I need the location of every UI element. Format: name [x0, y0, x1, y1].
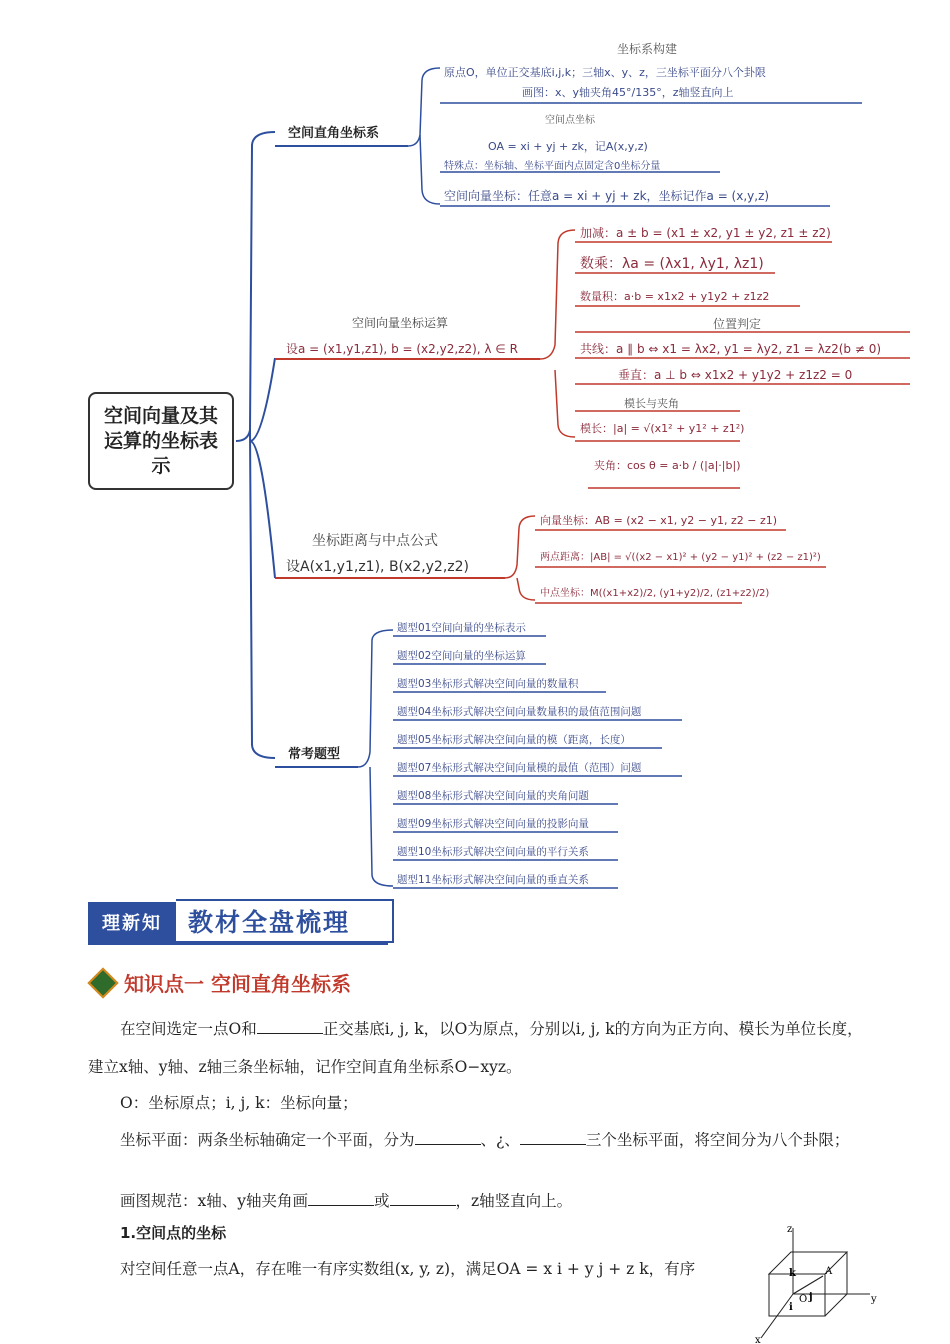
coordinate-cube-figure — [755, 1222, 885, 1344]
question-type-item: 题型11坐标形式解决空间向量的垂直关系 — [397, 874, 589, 886]
position-heading: 位置判定 — [713, 317, 762, 331]
question-type-item: 题型10坐标形式解决空间向量的平行关系 — [397, 846, 589, 858]
para1-end: 正交基底i, j, k，以O为原点，分别以i, j, k的方向为正方向、模长为单位长度，建立x轴、y轴、z轴三条坐标轴，记作空间直角坐标系O−xyz。 — [88, 1020, 863, 1076]
knowledge-point-heading — [88, 968, 351, 997]
para1-start: 在空间选定一点O和 — [120, 1020, 257, 1038]
para3-start: 坐标平面：两条坐标轴确定一个平面，分为 — [120, 1131, 415, 1149]
two-point-distance: 两点距离：|AB| = √((x2 − x1)² + (y2 − y1)² + (z2 − z1)²) — [540, 552, 821, 563]
branch-coordinate-system: 空间直角坐标系 — [288, 126, 380, 141]
paragraph-definition — [88, 1010, 868, 1086]
fill-blank[interactable] — [390, 1191, 456, 1206]
question-type-item: 题型04坐标形式解决空间向量数量积的最值范围问题 — [397, 706, 642, 718]
vector-ops-setup: 设a = (x1,y1,z1), b = (x2,y2,z2), λ ∈ R — [286, 342, 518, 356]
axis-x-label: x — [755, 1335, 761, 1344]
diamond-icon — [87, 967, 118, 998]
fill-blank[interactable] — [257, 1019, 323, 1034]
question-type-item: 题型03坐标形式解决空间向量的数量积 — [397, 678, 579, 690]
fill-blank[interactable] — [415, 1130, 481, 1145]
point-a-label: A — [825, 1266, 833, 1277]
op-dot: 数量积：a·b = x1x2 + y1y2 + z1z2 — [580, 290, 770, 303]
banner-label: 理新知 — [88, 902, 176, 942]
midpoint-coord: 中点坐标：M((x1+x2)/2, (y1+y2)/2, (z1+z2)/2) — [540, 588, 770, 599]
branch-vector-ops: 空间向量坐标运算 — [352, 316, 449, 330]
special-point-note: 特殊点：坐标轴、坐标平面内点固定含0坐标分量 — [444, 161, 661, 172]
vector-k-label: k — [789, 1268, 796, 1279]
banner-underline — [88, 942, 388, 945]
question-type-item: 题型09坐标形式解决空间向量的投影向量 — [397, 818, 589, 830]
origin-label: O — [799, 1294, 808, 1305]
branch-question-types: 常考题型 — [288, 747, 341, 762]
question-type-item: 题型02空间向量的坐标运算 — [397, 650, 526, 662]
vector-ab-coord: 向量坐标：AB = (x2 − x1, y2 − y1, z2 − z1) — [540, 514, 778, 527]
paragraph-origin: O：坐标原点；i, j, k：坐标向量； — [120, 1094, 358, 1112]
fill-blank[interactable] — [308, 1191, 374, 1206]
op-angle: 夹角：cos θ = a·b / (|a|·|b|) — [594, 459, 741, 472]
op-scalar: 数乘：λa = (λx1, λy1, λz1) — [580, 256, 764, 272]
axis-y-label: y — [871, 1294, 877, 1305]
paragraph-drawing-rule — [88, 1182, 868, 1220]
point-coord-heading: 空间点坐标 — [545, 115, 595, 126]
question-type-item: 题型01空间向量的坐标表示 — [397, 622, 526, 634]
op-length: 模长：|a| = √(x1² + y1² + z1²) — [580, 422, 745, 435]
op-perpendicular: 垂直：a ⊥ b ⇔ x1x2 + y1y2 + z1z2 = 0 — [618, 368, 853, 382]
banner-title: 教材全盘梳理 — [176, 899, 394, 943]
branch-distance-midpoint: 坐标距离与中点公式 — [312, 533, 438, 549]
point-coord-formula: OA = xi + yj + zk，记A(x,y,z) — [488, 140, 648, 153]
length-angle-heading: 模长与夹角 — [624, 397, 679, 410]
axis-z-label: z — [787, 1224, 793, 1235]
para3-mid: 、¿、 — [480, 1131, 520, 1149]
sub-heading: 1.空间点的坐标 — [120, 1224, 227, 1242]
paragraph-planes — [88, 1121, 868, 1159]
op-parallel: 共线：a ∥ b ⇔ x1 = λx2, y1 = λy2, z1 = λz2(b ≠ 0) — [580, 342, 882, 356]
para4-start: 画图规范：x轴、y轴夹角画 — [120, 1192, 308, 1210]
distance-setup: 设A(x1,y1,z1), B(x2,y2,z2) — [286, 559, 470, 575]
question-type-item: 题型05坐标形式解决空间向量的模（距离，长度） — [397, 734, 631, 746]
question-type-item: 题型08坐标形式解决空间向量的夹角问题 — [397, 790, 589, 802]
fill-blank[interactable] — [520, 1130, 586, 1145]
para4-end: ，z轴竖直向上。 — [455, 1192, 573, 1210]
coord-build-heading: 坐标系构建 — [617, 42, 678, 56]
para3-end: 三个坐标平面，将空间分为八个卦限； — [585, 1131, 850, 1149]
vector-coord-line: 空间向量坐标：任意a = xi + yj + zk，坐标记作a = (x,y,z) — [444, 189, 770, 203]
coord-build-line2: 画图：x、y轴夹角45°/135°，z轴竖直向上 — [522, 86, 734, 99]
vector-i-label: i — [789, 1302, 793, 1313]
knowledge-point-title: 知识点一 空间直角坐标系 — [124, 972, 351, 996]
coord-build-line1: 原点O，单位正交基底i,j,k；三轴x、y、z，三坐标平面分八个卦限 — [444, 66, 766, 79]
mindmap-root: 空间向量及其运算的坐标表示 — [88, 392, 234, 490]
para4-mid: 或 — [374, 1192, 390, 1210]
question-type-item: 题型07坐标形式解决空间向量模的最值（范围）问题 — [397, 762, 642, 774]
op-add-sub: 加减：a ± b = (x1 ± x2, y1 ± y2, z1 ± z2) — [580, 226, 831, 240]
vector-j-label: j — [809, 1292, 813, 1303]
paragraph-point-coord: 对空间任意一点A，存在唯一有序实数组(x, y, z)，满足OA = x i + y j + z k，有序 — [120, 1260, 696, 1278]
